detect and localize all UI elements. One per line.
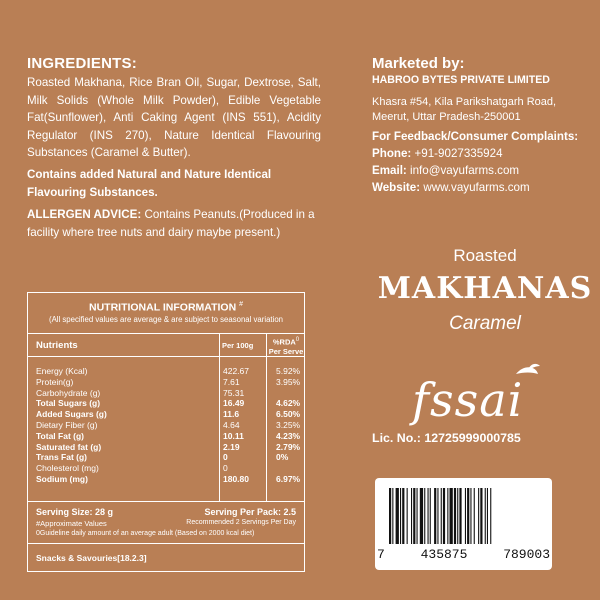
barcode-bar (474, 488, 475, 544)
website-line (372, 179, 578, 196)
product-name: MAKHANAS (377, 271, 593, 306)
contact-block (372, 128, 578, 196)
barcode-bar (428, 488, 429, 544)
recommended-note: Recommended 2 Servings Per Day (186, 519, 296, 526)
feedback-label: For Feedback/Consumer Complaints: (372, 130, 579, 143)
row-value: 10.11 (223, 430, 244, 441)
header-per100: Per 100g (222, 341, 254, 350)
email-value: info@vayufarms.com (406, 164, 520, 177)
allergen-label: ALLERGEN ADVICE: (27, 208, 142, 221)
barcode-bar (454, 488, 456, 544)
barcode-digit-group-3: 789003 (503, 547, 550, 562)
row-name: Protein(g) (36, 376, 74, 387)
serving-info (28, 501, 304, 544)
barcode-bar (407, 488, 408, 544)
barcode-bar (447, 488, 448, 544)
address-line-1: Khasra #54, Kila Parikshatgarh Road, (372, 96, 557, 108)
row-rda: 3.25% (276, 419, 301, 430)
phone-value: +91-9027335924 (411, 147, 503, 160)
marketed-by-title: Marketed by: (372, 55, 465, 72)
barcode-bar (487, 488, 488, 544)
row-rda: 5.92% (276, 366, 301, 376)
row-rda: 6.50% (276, 409, 301, 420)
address-line-2: Meerut, Uttar Pradesh-250001 (372, 111, 521, 123)
barcode-bar (465, 488, 466, 544)
barcode-bar (413, 488, 415, 544)
barcode (375, 478, 552, 570)
barcode-bar (396, 488, 399, 544)
barcode-digit-group-1: 7 (377, 547, 385, 562)
flavouring-notice: Contains added Natural and Nature Identical Flavouring Substances. (27, 168, 272, 199)
table-row (28, 409, 304, 420)
table-row (28, 474, 304, 485)
nutrition-table (27, 292, 305, 572)
row-name: Dietary Fiber (g) (36, 419, 98, 430)
header-nutrients: Nutrients (36, 340, 78, 351)
phone-label: Phone: (372, 147, 412, 160)
svg-text:fssai: fssai (412, 373, 524, 427)
ingredients-text: Roasted Makhana, Rice Bran Oil, Sugar, Dextrose, Salt, Milk Solids (Whole Milk Powder), Edible Vegetable Fat(Sunflower), Anti Caking Agent (INS 551), Acidity Regulator (INS 270), Nature Identical Flavouring Substances (Caramel & Butter). (27, 76, 321, 159)
nutrition-title-mark: # (239, 301, 243, 308)
row-value: 2.19 (223, 441, 240, 452)
email-label: Email: (372, 164, 407, 177)
row-name: Total Fat (g) (36, 430, 84, 441)
table-row (28, 377, 304, 388)
product-flavour: Caramel (449, 313, 521, 334)
barcode-bar (400, 488, 401, 544)
guideline-note: 0Guideline daily amount of an average adult (Based on 2000 kcal diet) (36, 530, 255, 537)
license-number: Lic. No.: 12725999000785 (372, 431, 521, 445)
table-row (28, 463, 304, 474)
table-row (28, 366, 304, 377)
barcode-bar (450, 488, 453, 544)
barcode-bar (485, 488, 486, 544)
table-row (28, 388, 304, 399)
row-name: Energy (Kcal) (36, 366, 88, 376)
barcode-bar (470, 488, 471, 544)
barcode-bar (457, 488, 458, 544)
barcode-bar (417, 488, 418, 544)
header-rda (268, 336, 304, 356)
fssai-logo (404, 360, 554, 432)
barcode-bar (437, 488, 438, 544)
nutrition-rows (28, 366, 304, 485)
barcode-bar (441, 488, 442, 544)
row-rda: 4.62% (276, 398, 301, 409)
row-rda: 2.79% (276, 441, 301, 452)
table-row (28, 442, 304, 453)
row-name: Cholesterol (mg) (36, 463, 99, 474)
header-rda-label: %RDA (272, 337, 296, 347)
row-value: 0 (223, 463, 228, 474)
row-name: Trans Fat (g) (36, 452, 88, 463)
row-name: Saturated fat (g) (36, 441, 102, 452)
row-rda: 4.23% (276, 430, 301, 441)
barcode-bar (443, 488, 445, 544)
product-prefix: Roasted (453, 246, 517, 265)
barcode-bar (459, 488, 461, 544)
barcode-digits (377, 547, 550, 562)
barcode-bar (424, 488, 425, 544)
barcode-digit-group-2: 435875 (420, 547, 468, 562)
row-value: 75.31 (223, 387, 245, 398)
row-name: Sodium (mg) (36, 473, 88, 484)
ingredients-title: INGREDIENTS: (27, 55, 137, 72)
allergen-text: Contains Peanuts.(Produced in a facility where tree nuts and dairy maybe present.) (27, 208, 315, 239)
row-value: 7.61 (223, 376, 240, 387)
row-value: 4.64 (223, 419, 240, 430)
barcode-bar (430, 488, 431, 544)
header-rda-mark: 0 (295, 337, 300, 343)
barcode-bar (411, 488, 412, 544)
nutrition-title (28, 293, 304, 314)
barcode-bar (389, 488, 391, 544)
row-rda: 0% (276, 452, 289, 463)
row-name: Total Sugars (g) (36, 398, 101, 409)
barcode-bar (392, 488, 393, 544)
barcode-bar (490, 488, 491, 544)
row-value: 0 (223, 452, 228, 463)
row-name: Carbohydrate (g) (36, 387, 101, 398)
nutrition-header (28, 333, 304, 357)
table-row (28, 398, 304, 409)
nutrition-subtitle: (All specified values are average & are subject to seasonal variation (48, 314, 284, 324)
barcode-bar (402, 488, 404, 544)
header-rda-sub: Per Serve (268, 346, 304, 356)
barcode-bar (478, 488, 479, 544)
table-row (28, 420, 304, 431)
serving-size: Serving Size: 28 g (36, 507, 114, 517)
barcode-bar (420, 488, 423, 544)
table-row (28, 452, 304, 463)
website-label: Website: (372, 181, 421, 194)
row-value: 180.80 (223, 473, 249, 484)
serving-per-pack: Serving Per Pack: 2.5 (204, 507, 296, 517)
allergen-advice (27, 206, 327, 241)
phone-line (372, 145, 578, 162)
table-row (28, 431, 304, 442)
row-value: 422.67 (223, 366, 249, 376)
approx-note: #Approximate Values (36, 519, 107, 528)
row-value: 16.49 (223, 398, 245, 409)
category-label: Snacks & Savouries[18.2.3] (36, 553, 147, 563)
company-address (372, 95, 582, 125)
barcode-bars (389, 488, 539, 548)
food-category (28, 543, 304, 572)
email-line (372, 162, 578, 179)
barcode-bar (467, 488, 469, 544)
row-name: Added Sugars (g) (36, 409, 107, 420)
company-name: HABROO BYTES PRIVATE LIMITED (372, 74, 550, 86)
website-value: www.vayufarms.com (420, 181, 530, 194)
row-rda: 3.95% (276, 376, 301, 387)
row-value: 11.6 (223, 409, 240, 420)
nutrition-title-text: NUTRITIONAL INFORMATION (88, 301, 237, 314)
barcode-bar (434, 488, 436, 544)
barcode-bar (480, 488, 482, 544)
row-rda: 6.97% (276, 473, 301, 484)
